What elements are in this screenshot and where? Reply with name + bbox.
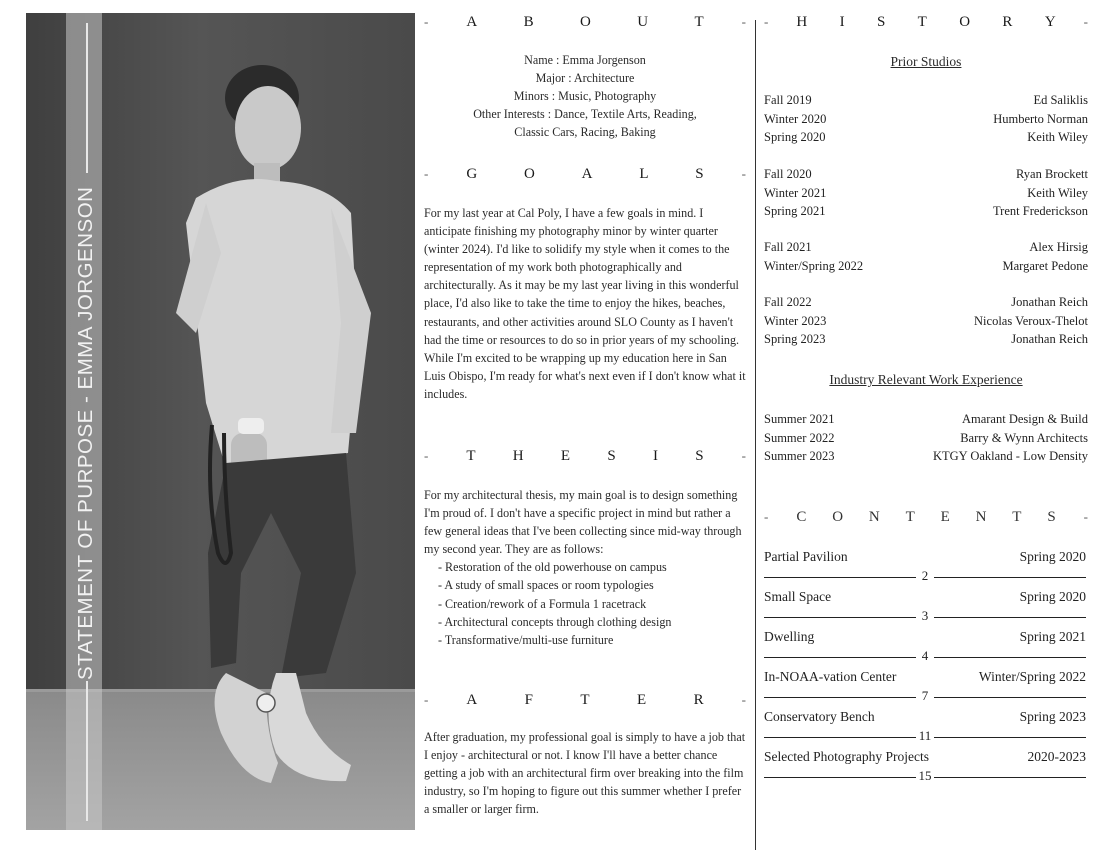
contents-heading-text	[768, 509, 1083, 526]
heading-letter: Y	[1044, 13, 1056, 30]
studio-group-2	[764, 165, 1088, 221]
term: Fall 2020	[764, 167, 812, 181]
toc-page-number: 11	[918, 728, 932, 743]
heading-letter: T	[917, 13, 927, 30]
goals-heading: - G O A L S -	[424, 165, 746, 182]
table-row	[764, 429, 1088, 448]
heading-letter: O	[832, 508, 844, 525]
toc-date: 2020-2023	[1027, 749, 1086, 764]
toc-date: Spring 2020	[1019, 549, 1086, 564]
table-row	[764, 410, 1088, 429]
heading-letter: E	[637, 691, 647, 708]
toc-page-number: 3	[921, 608, 929, 623]
toc-title: Partial Pavilion	[764, 549, 848, 564]
term: Spring 2021	[764, 204, 826, 218]
about-interests-cont: Classic Cars, Racing, Baking	[514, 125, 656, 140]
heading-letter: T	[694, 13, 704, 30]
term: Fall 2021	[764, 240, 812, 254]
heading-letter: T	[466, 447, 476, 464]
list-item: - Restoration of the old powerhouse on campus	[438, 560, 667, 575]
heading-letter: A	[466, 691, 478, 708]
heading-letter: O	[524, 165, 535, 182]
table-row	[764, 312, 1088, 331]
list-item: - Architectural concepts through clothing design	[438, 614, 672, 629]
heading-letter: T	[580, 691, 590, 708]
toc-page-number: 7	[921, 688, 929, 703]
work-experience-title: Industry Relevant Work Experience	[829, 372, 1023, 387]
heading-letter: N	[975, 508, 987, 525]
list-item: - A study of small spaces or room typologies	[438, 578, 654, 593]
heading-letter: N	[868, 508, 880, 525]
table-row	[764, 293, 1088, 312]
instructor: Humberto Norman	[993, 111, 1088, 126]
heading-letter: U	[637, 13, 649, 30]
heading-letter: O	[959, 13, 971, 30]
toc-entry-selected-photography[interactable]	[764, 747, 1086, 787]
instructor: Keith Wiley	[1027, 185, 1088, 200]
instructor: Nicolas Veroux-Thelot	[974, 313, 1088, 328]
after-text: After graduation, my professional goal is simply to have a job that I enjoy - architectural or not. I know I'll have a better chance getting a job with an architectural firm over breaking into the film industry, so I'm hoping to figure out this summer whether I prefer a smaller or larger firm.	[424, 730, 746, 817]
instructor: Keith Wiley	[1027, 130, 1088, 144]
heading-letter: G	[466, 165, 478, 182]
toc-title: In-NOAA-vation Center	[764, 669, 897, 684]
heading-letter: I	[839, 13, 845, 30]
after-heading-text	[428, 692, 741, 709]
term: Fall 2019	[764, 93, 812, 107]
work-experience-list	[764, 410, 1088, 466]
about-section	[424, 51, 746, 141]
table-row	[764, 238, 1088, 257]
table-row	[764, 202, 1088, 221]
heading-letter: A	[466, 13, 478, 30]
heading-letter: B	[523, 13, 534, 30]
toc-title: Small Space	[764, 589, 832, 604]
term: Spring 2023	[764, 332, 826, 346]
thesis-heading: - T H E S I S -	[424, 447, 746, 464]
heading-letter: L	[639, 165, 649, 182]
goals-text: For my last year at Cal Poly, I have a few goals in mind. I anticipate finishing my photography minor by winter quarter (winter 2024). I'd like to solidify my style when it comes to the representation of my work both photographically and architecturally. As it may be my last year living in this wonderful place, I'd also like to take the time to enjoy the hikes, beaches, restaurants, and other activities around SLO County as I haven't had the time or resources to do so in prior years of my schooling. While I'm excited to be wrapping up my education here in San Luis Obispo, I'm ready for what's next even if I don't know what it includes.	[424, 206, 746, 401]
studio-group-1	[764, 91, 1088, 147]
table-row	[764, 447, 1088, 466]
toc-title: Conservatory Bench	[764, 709, 875, 724]
table-row	[764, 165, 1088, 184]
about-interests: Other Interests : Dance, Textile Arts, Reading,	[473, 107, 697, 122]
studio-group-3	[764, 238, 1088, 275]
toc-title: Dwelling	[764, 629, 815, 644]
goals-heading-text	[428, 166, 741, 183]
toc-title: Selected Photography Projects	[764, 749, 929, 764]
contents-heading: - C O N T E N T S -	[764, 508, 1088, 525]
about-minors: Minors : Music, Photography	[513, 89, 657, 104]
heading-letter: O	[579, 13, 591, 30]
instructor: Ryan Brockett	[1015, 167, 1088, 181]
toc-page-number: 2	[921, 568, 929, 583]
employer: Amarant Design & Build	[961, 412, 1088, 426]
heading-letter: E	[940, 508, 950, 525]
about-major: Major : Architecture	[535, 71, 635, 86]
term: Winter 2023	[764, 313, 827, 328]
term: Summer 2022	[764, 430, 835, 445]
table-row	[764, 91, 1088, 110]
toc-date: Spring 2021	[1019, 629, 1086, 644]
heading-letter: E	[560, 447, 571, 464]
portrait-photo	[26, 13, 415, 830]
toc-entry-in-noaa-vation-center[interactable]	[764, 667, 1086, 707]
heading-letter: S	[607, 447, 616, 464]
toc-entry-conservatory-bench[interactable]	[764, 707, 1086, 747]
term: Summer 2021	[764, 412, 835, 426]
term: Summer 2023	[764, 449, 835, 463]
employer: KTGY Oakland - Low Density	[932, 449, 1088, 463]
thesis-section	[424, 486, 746, 649]
about-heading: - A B O U T -	[424, 13, 746, 30]
heading-letter: F	[524, 691, 533, 708]
list-item: - Creation/rework of a Formula 1 racetrack	[438, 596, 647, 611]
after-heading: - A F T E R -	[424, 691, 746, 708]
employer: Barry & Wynn Architects	[960, 430, 1088, 445]
heading-letter: T	[905, 508, 915, 525]
term: Winter 2021	[764, 185, 827, 200]
heading-letter: S	[695, 165, 704, 182]
history-heading-text	[768, 14, 1083, 31]
table-row	[764, 128, 1088, 147]
instructor: Alex Hirsig	[1029, 240, 1088, 254]
prior-studios-title: Prior Studios	[890, 54, 962, 69]
thesis-heading-text	[428, 448, 741, 465]
title-rule-bottom	[86, 681, 88, 821]
toc-date: Spring 2023	[1019, 709, 1086, 724]
term: Winter 2020	[764, 111, 827, 126]
toc-entry-partial-pavilion[interactable]	[764, 547, 1086, 587]
heading-letter: S	[695, 447, 704, 464]
term: Spring 2020	[764, 130, 826, 144]
table-row	[764, 184, 1088, 203]
table-row	[764, 110, 1088, 129]
heading-letter: H	[512, 447, 524, 464]
term: Fall 2022	[764, 295, 812, 309]
toc-date: Winter/Spring 2022	[978, 669, 1086, 684]
heading-letter: S	[1047, 508, 1056, 525]
title-rule-top	[86, 23, 88, 173]
toc-page-number: 15	[918, 768, 932, 783]
heading-letter: C	[796, 508, 807, 525]
toc-page-number: 4	[921, 648, 929, 663]
instructor: Jonathan Reich	[1011, 332, 1088, 346]
studio-group-4	[764, 293, 1088, 349]
about-heading-text	[428, 14, 741, 31]
thesis-list	[424, 558, 746, 648]
heading-letter: R	[1002, 13, 1013, 30]
history-heading: - H I S T O R Y -	[764, 13, 1088, 30]
heading-letter: R	[693, 691, 704, 708]
instructor: Trent Frederickson	[992, 204, 1088, 218]
table-row	[764, 257, 1088, 276]
table-row	[764, 330, 1088, 349]
heading-letter: H	[796, 13, 808, 30]
instructor: Ed Saliklis	[1033, 93, 1088, 107]
toc-entry-dwelling[interactable]	[764, 627, 1086, 667]
thesis-intro: For my architectural thesis, my main goal is to design something I'm proud of. I don't have a specific project in mind but rather a few general ideas that I've been collecting since mid-way through my second year. They are as follows:	[424, 488, 742, 557]
heading-letter: I	[653, 447, 658, 464]
page-title: STATEMENT OF PURPOSE - EMMA JORGENSON	[74, 186, 97, 680]
heading-letter: T	[1012, 508, 1022, 525]
heading-letter: S	[876, 13, 886, 30]
term: Winter/Spring 2022	[764, 258, 864, 273]
column-divider	[755, 20, 756, 850]
instructor: Margaret Pedone	[1002, 258, 1088, 273]
toc-entry-small-space[interactable]	[764, 587, 1086, 627]
toc-date: Spring 2020	[1019, 589, 1086, 604]
instructor: Jonathan Reich	[1011, 295, 1088, 309]
list-item: - Transformative/multi-use furniture	[438, 632, 614, 647]
heading-letter: A	[581, 165, 593, 182]
about-name: Name : Emma Jorgenson	[524, 53, 646, 67]
